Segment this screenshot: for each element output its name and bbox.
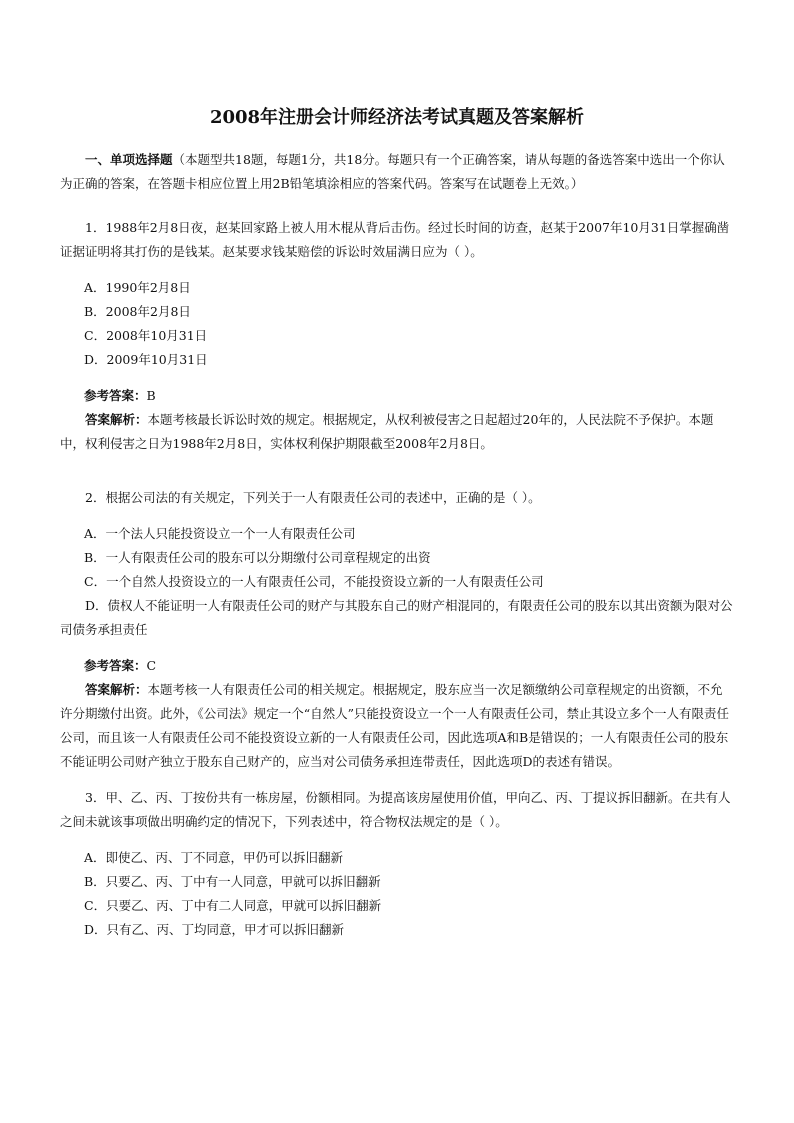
analysis-label: 答案解析：	[85, 412, 148, 427]
question-3-option-c: C．只要乙、丙、丁中有二人同意，甲就可以拆旧翻新	[84, 898, 382, 913]
question-3-option-b: B．只要乙、丙、丁中有一人同意，甲就可以拆旧翻新	[84, 874, 381, 889]
section-intro	[60, 148, 734, 196]
answer-label: 参考答案：	[84, 658, 147, 673]
question-2-stem: 2．根据公司法的有关规定，下列关于一人有限责任公司的表述中，正确的是（ ）。	[85, 490, 541, 505]
question-3-stem: 3．甲、乙、丙、丁按份共有一栋房屋，份额相同。为提高该房屋使用价值，甲向乙、丙、丁提议拆旧翻新。在共有人之间未就该事项做出明确约定的情况下，下列表述中，符合物权法规定的是（ ）。	[60, 790, 731, 829]
question-3-option-a: A．即使乙、丙、丁不同意，甲仍可以拆旧翻新	[84, 850, 344, 865]
question-2-answer	[60, 654, 734, 678]
section-instructions: （本题型共18题，每题1分，共18分。每题只有一个正确答案，请从每题的备选答案中选出一个你认为正确的答案，在答题卡相应位置上用2B铅笔填涂相应的答案代码。答案写在试题卷上无效。）	[60, 152, 725, 191]
question-2-analysis	[60, 678, 734, 774]
page-title: 2008年注册会计师经济法考试真题及答案解析	[209, 107, 585, 128]
question-1-analysis	[60, 408, 734, 456]
question-2-option-a: A．一个法人只能投资设立一个一人有限责任公司	[84, 526, 356, 541]
section-heading: 一、单项选择题	[85, 152, 173, 167]
question-1-option-c: C．2008年10月31日	[84, 328, 208, 343]
question-1-stem: 1．1988年2月8日夜，赵某回家路上被人用木棍从背后击伤。经过长时间的访查，赵某于2007年10月31日掌握确凿证据证明将其打伤的是钱某。赵某要求钱某赔偿的诉讼时效届满日应为（ ）。	[60, 220, 730, 259]
answer-value: C	[146, 658, 157, 673]
question-1-option-b: B．2008年2月8日	[84, 304, 191, 319]
analysis-label: 答案解析：	[85, 682, 148, 697]
analysis-text: 本题考核一人有限责任公司的相关规定。根据规定，股东应当一次足额缴纳公司章程规定的出资额，不允许分期缴付出资。此外，《公司法》规定一个“自然人”只能投资设立一个一人有限责任公司，禁止其设立多个一人有限责任公司，而且该一人有限责任公司不能投资设立新的一人有限责任公司，因此选项A和B是错误的；一人有限责任公司的股东不能证明公司财产独立于股东自己财产的，应当对公司债务承担连带责任，因此选项D的表述有错误。	[60, 682, 730, 769]
answer-value: B	[146, 388, 156, 403]
analysis-text: 本题考核最长诉讼时效的规定。根据规定，从权利被侵害之日起超过20年的，人民法院不予保护。本题中，权利侵害之日为1988年2月8日，实体权利保护期限截至2008年2月8日。	[60, 412, 714, 451]
question-2-option-b: B．一人有限责任公司的股东可以分期缴付公司章程规定的出资	[84, 550, 431, 565]
question-3-option-d: D．只有乙、丙、丁均同意，甲才可以拆旧翻新	[84, 922, 345, 937]
answer-label: 参考答案：	[84, 388, 147, 403]
question-1-option-a: A．1990年2月8日	[84, 280, 191, 295]
question-2-option-c: C．一个自然人投资设立的一人有限责任公司，不能投资设立新的一人有限责任公司	[84, 574, 544, 589]
question-2-option-d: D．债权人不能证明一人有限责任公司的财产与其股东自己的财产相混同的，有限责任公司的股东以其出资额为限对公司债务承担责任	[60, 598, 733, 637]
question-1-option-d: D．2009年10月31日	[84, 352, 208, 367]
question-1-answer	[60, 384, 734, 408]
